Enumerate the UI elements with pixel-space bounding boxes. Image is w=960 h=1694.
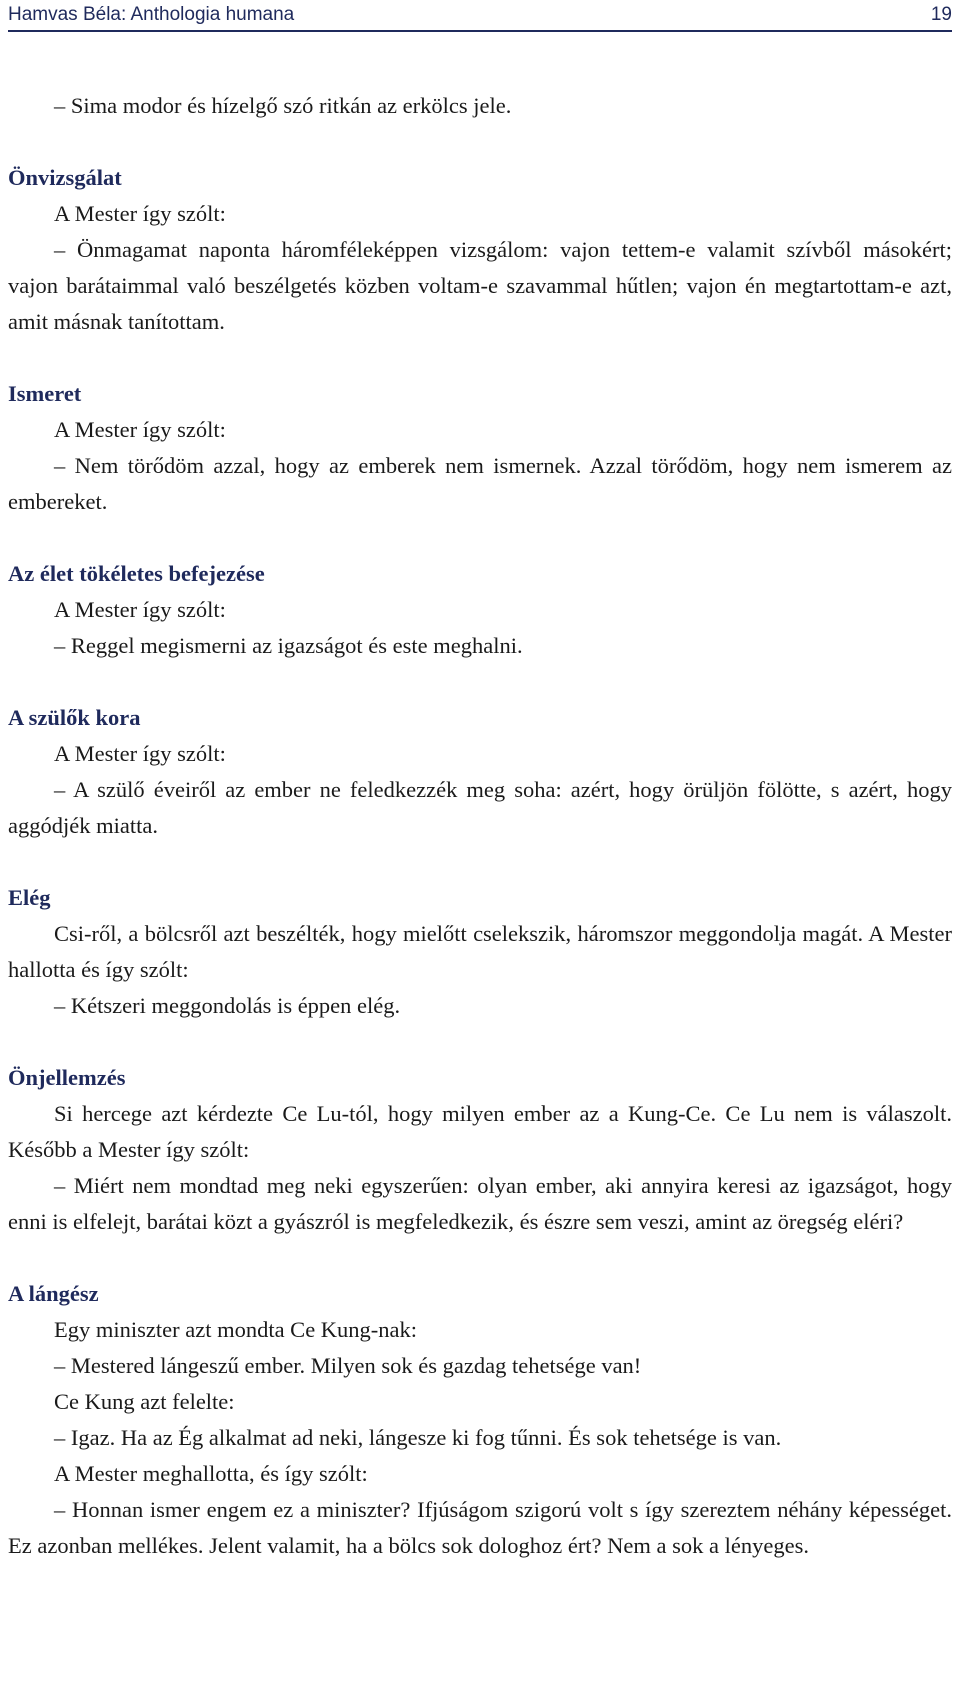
section-heading: Önjellemzés xyxy=(8,1065,126,1090)
paragraph: A Mester így szólt: xyxy=(54,741,226,766)
section-heading: A szülők kora xyxy=(8,705,141,730)
paragraph: Egy miniszter azt mondta Ce Kung-nak: xyxy=(54,1317,418,1342)
paragraph: – Honnan ismer engem ez a miniszter? Ifjúságom szigorú volt s így szereztem néhány képességet. Ez azonban mellékes. Jelent valamit, ha a bölcs sok dologhoz ért? Nem a sok a lényeges. xyxy=(8,1497,952,1558)
running-header xyxy=(8,0,952,32)
page-number: 19 xyxy=(930,4,952,25)
paragraph: Si hercege azt kérdezte Ce Lu-tól, hogy milyen ember az a Kung-Ce. Ce Lu nem is válaszolt. Később a Mester így szólt: xyxy=(8,1101,952,1162)
section-heading: Az élet tökéletes befejezése xyxy=(8,561,265,586)
document-page xyxy=(8,0,952,1694)
paragraph: – Önmagamat naponta háromféleképpen vizsgálom: vajon tettem-e valamit szívből másokért; vajon barátaimmal való beszélgetés közben voltam-e szavammal hűtlen; vajon én megtartottam-e azt, amit másnak tanítottam. xyxy=(8,237,952,334)
paragraph: – A szülő éveiről az ember ne feledkezzék meg soha: azért, hogy örüljön fölötte, s azért, hogy aggódjék miatta. xyxy=(8,777,952,838)
paragraph: – Mestered lángeszű ember. Milyen sok és gazdag tehetsége van! xyxy=(54,1353,642,1378)
paragraph: – Igaz. Ha az Ég alkalmat ad neki, lángesze ki fog tűnni. És sok tehetsége is van. xyxy=(54,1425,782,1450)
paragraph: – Reggel megismerni az igazságot és este meghalni. xyxy=(54,633,523,658)
section-heading: Önvizsgálat xyxy=(8,165,122,190)
paragraph: – Kétszeri meggondolás is éppen elég. xyxy=(54,993,401,1018)
paragraph: A Mester meghallotta, és így szólt: xyxy=(54,1461,368,1486)
paragraph: – Sima modor és hízelgő szó ritkán az erkölcs jele. xyxy=(54,93,512,118)
section-heading: A lángész xyxy=(8,1281,99,1306)
paragraph: Csi-ről, a bölcsről azt beszélték, hogy mielőtt cselekszik, háromszor meggondolja magát. A Mester hallotta és így szólt: xyxy=(8,921,952,982)
paragraph: A Mester így szólt: xyxy=(54,417,226,442)
section-heading: Elég xyxy=(8,885,51,910)
header-title: Hamvas Béla: Anthologia humana xyxy=(8,4,295,25)
section-heading: Ismeret xyxy=(8,381,82,406)
paragraph: – Nem törődöm azzal, hogy az emberek nem ismernek. Azzal törődöm, hogy nem ismerem az embereket. xyxy=(8,453,952,514)
paragraph: Ce Kung azt felelte: xyxy=(54,1389,235,1414)
paragraph: A Mester így szólt: xyxy=(54,597,226,622)
body-text xyxy=(8,88,952,1564)
paragraph: A Mester így szólt: xyxy=(54,201,226,226)
paragraph: – Miért nem mondtad meg neki egyszerűen: olyan ember, aki annyira keresi az igazságot, hogy enni is elfelejt, barátai közt a gyászról is megfeledkezik, és észre sem veszi, amint az öregség eléri? xyxy=(8,1173,952,1234)
